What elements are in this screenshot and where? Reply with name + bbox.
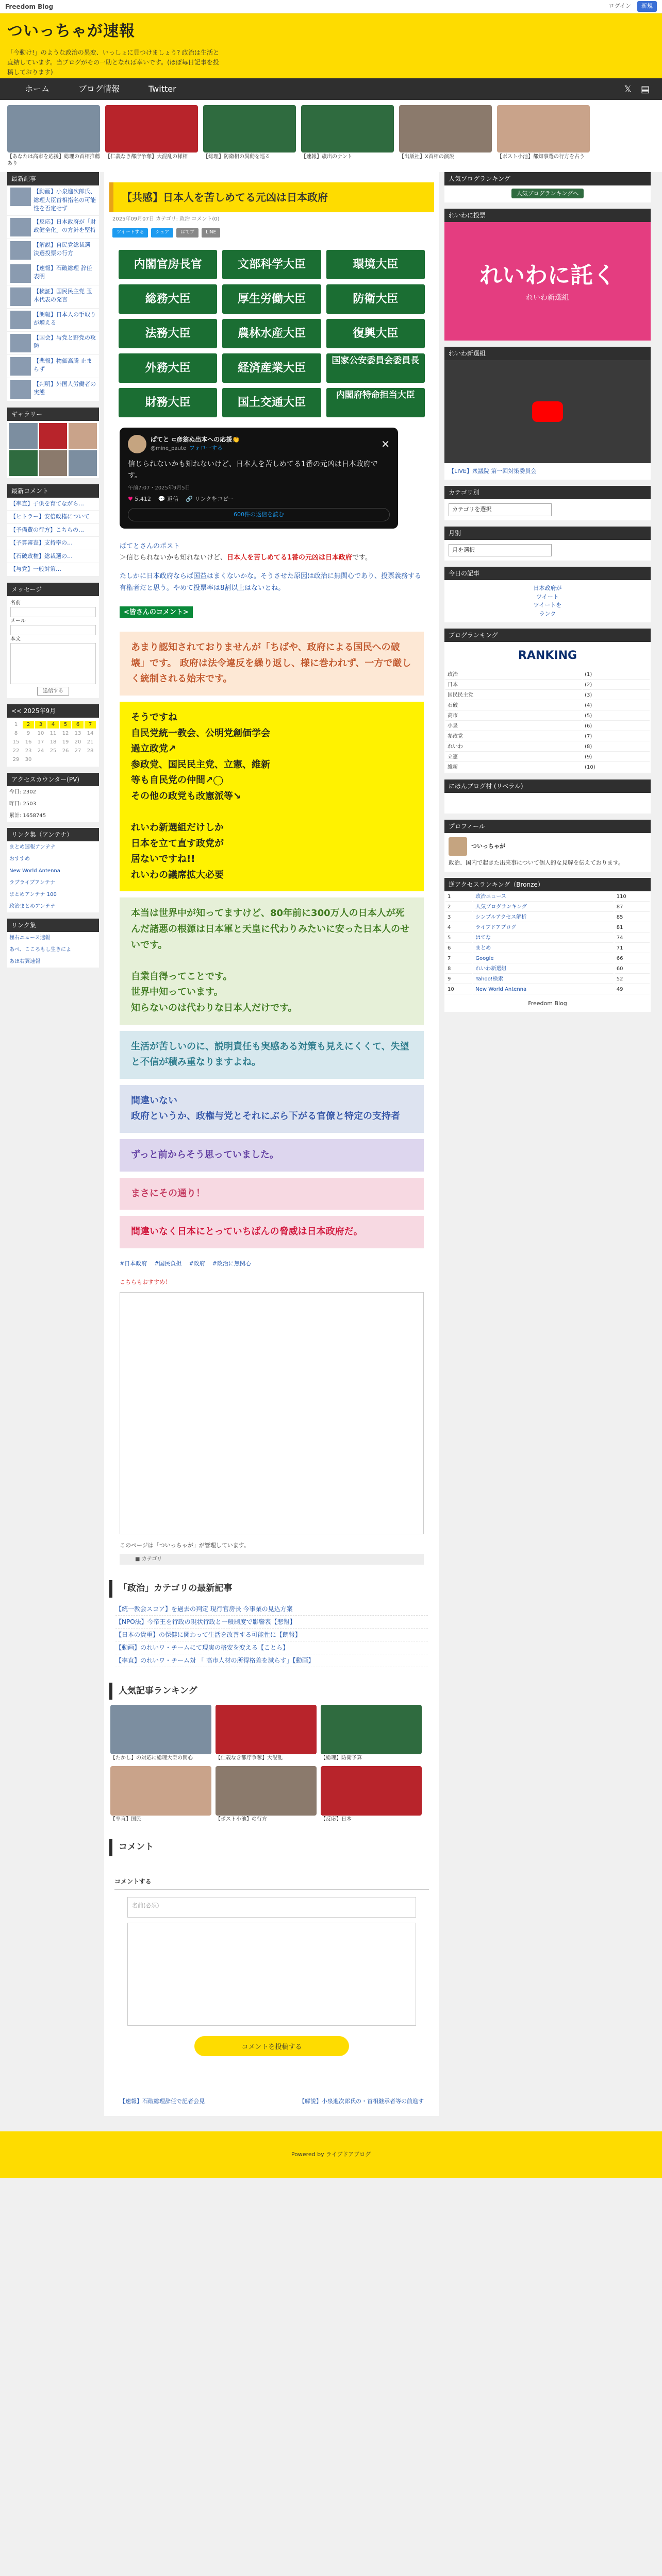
month-box: 月別 月を選択 [444, 527, 651, 561]
message-send-button[interactable]: 送信する [37, 687, 69, 696]
site-footer [0, 2131, 662, 2178]
message-mail-input[interactable] [10, 625, 96, 635]
gallery-image[interactable] [39, 423, 68, 449]
gallery-image[interactable] [39, 450, 68, 476]
login-link[interactable]: ログイン [608, 3, 631, 10]
antenna-links-box: リンク集（アンテナ） まとめ速報アンテナ おすすめ New World Antenna ラブライブアンテナ まとめアンテナ 100 政治まとめアンテナ [7, 828, 99, 912]
tweet-copy-link[interactable]: 🔗 リンクをコピー [186, 496, 234, 503]
tweet-avatar[interactable] [128, 435, 146, 453]
table-row: 10 New World Antenna 49 [445, 985, 650, 994]
table-row: 4 ライブドアブログ 81 [445, 923, 650, 933]
nav-home[interactable]: ホーム [25, 84, 50, 94]
tag-list [104, 1255, 439, 1274]
site-title[interactable]: ついっちゃが速報 [7, 22, 135, 40]
today-link[interactable]: ツイート [536, 593, 559, 600]
ranking-heading: 人気記事ランキング [109, 1683, 434, 1700]
list-item[interactable]: 【動画】のれいワ・チームにて現実の格安を変える【ことら】 [115, 1641, 428, 1654]
link-item[interactable]: 極右ニュース速報 [9, 935, 51, 941]
facebook-share-button[interactable]: シェア [151, 228, 173, 238]
tag[interactable]: #政治に無関心 [212, 1260, 251, 1267]
tweet-author[interactable]: ぱてと ⊂彦翁ぬ出本への応援👏 [151, 436, 240, 444]
ranking-table: 政治 (1) 日本 (2) 国民民主党 (3) 石破 (4) 高市 (5) 小泉 (6) 参政党 (7) れいわ (8) 立憲 (9) 維新 (10) [444, 669, 651, 773]
latest-item[interactable]: 【判明】外国人労働者の実態 [7, 378, 99, 401]
article-title: 【共感】日本人を苦しめてる元凶は日本政府 [109, 182, 434, 212]
category-line[interactable]: ■ カテゴリ [120, 1554, 424, 1565]
cabinet-post: 国土交通大臣 [222, 388, 321, 417]
month-select[interactable]: 月を選択 [449, 544, 552, 557]
featured-thumb[interactable]: 【総理】防衛相の異動を巡る [203, 105, 296, 167]
recommend-heading: こちらもおすすめ！ [120, 1279, 171, 1286]
ranking-follow-button[interactable]: 人気ブログランキングへ [511, 189, 584, 198]
table-row: 1 政治ニュース 110 [445, 892, 650, 902]
line-button[interactable]: LINE [202, 228, 220, 238]
link-item[interactable]: まとめアンテナ 100 [9, 891, 57, 897]
comment-name-input[interactable]: 名前(必須) [127, 1897, 416, 1918]
popular-ranking-box: 人気ブログランキング 人気ブログランキングへ [444, 172, 651, 202]
comment-item[interactable]: 【ヒトラー】安倍政権について [7, 511, 99, 524]
cabinet-post: 環境大臣 [326, 250, 425, 279]
table-row: 9 Yahoo!検索 52 [445, 975, 650, 984]
top-bar [0, 0, 662, 13]
thumb-image [399, 105, 492, 152]
video-embed[interactable] [444, 360, 651, 463]
play-icon[interactable] [532, 401, 563, 422]
tweet-text: 信じられないかも知れないけど、日本人を苦しめてる1番の元凶は日本政府です。 [128, 460, 378, 480]
thumb-image [105, 105, 198, 152]
profile-text: 政治、国内で起きた出来事について個人的な見解を伝えております。 [449, 859, 624, 866]
access-counter-box: アクセスカウンター(PV) 今日: 2302 昨日: 2503 累計: 1658745 [7, 773, 99, 822]
tweet-like[interactable]: ♥ 5,412 [128, 496, 151, 503]
cabinet-post: 国家公安委員会委員長 [326, 353, 425, 383]
cabinet-post: 厚生労働大臣 [222, 284, 321, 314]
reader-comment: 間違いない 政府というか、政権与党とそれにぶら下がる官僚と特定の支持者 [120, 1085, 424, 1133]
rss-icon[interactable]: ▤ [640, 83, 650, 95]
access-ranking-box: 逆アクセスランキング（Bronze） 1 政治ニュース 110 2 人気ブログランキング 87 3 シンプルアクセス解析 85 4 ライブドアブログ 81 5 はてな 74 6 まとめ 71 7 Google 66 8 れいわ新選組 60 9 Yahoo!検索 52 10 New World Antenna 49 Freedom Blog [444, 878, 651, 1012]
ranking-item[interactable]: 【総理】防衛予算 [321, 1705, 422, 1762]
link-item[interactable]: ラブライブアンテナ [9, 879, 55, 886]
latest-item[interactable]: 【悲報】物価高騰 止まらず [7, 355, 99, 378]
cabinet-grid [119, 250, 425, 417]
promo-banner[interactable]: れいわに託く れいわ新選組 [444, 222, 651, 341]
cabinet-post: 外務大臣 [119, 353, 217, 383]
category-select[interactable]: カテゴリを選択 [449, 503, 552, 516]
cabinet-post: 内閣府特命担当大臣 [326, 388, 425, 417]
featured-thumb[interactable]: 【仁義なき都庁争奪】大混乱の様相 [105, 105, 198, 167]
comment-item[interactable]: 【予備費の行方】こちらの… [7, 524, 99, 537]
nav-blog-info[interactable]: ブログ情報 [78, 84, 120, 94]
links-box: リンク集 極右ニュース速報 あべ、こころもし生きによ あほ右翼速報 [7, 919, 99, 968]
thumb-image [203, 105, 296, 152]
category-latest-heading: 「政治」カテゴリの最新記事 [109, 1580, 434, 1598]
tweet-read-replies[interactable]: 600件の返信を読む [128, 508, 390, 522]
link-item[interactable]: おすすめ [9, 856, 30, 862]
article [104, 172, 439, 2116]
reader-comment: 生活が苦しいのに、説明責任も実感ある対策も見えにくくて、失望と不信が積み重なりますよね。 [120, 1031, 424, 1079]
message-box: メッセージ 名前 メール 本文 送信する [7, 583, 99, 698]
featured-thumb[interactable]: 【速報】歳出のナント [301, 105, 394, 167]
table-row: 7 Google 66 [445, 954, 650, 963]
link-item[interactable]: あべ、こころもし生きによ [9, 946, 71, 953]
tweet-date[interactable]: 午前7:07・2025年9月5日 [128, 485, 190, 492]
hatena-button[interactable]: はてブ [176, 228, 198, 238]
comment-form: コメントする 名前(必須) コメントを投稿する [109, 1872, 434, 2072]
cabinet-post: 復興大臣 [326, 319, 425, 348]
prev-post-link[interactable]: 【速報】石破総理辞任で記者会見 [120, 2097, 205, 2105]
profile-name[interactable]: ついっちゃが [471, 842, 505, 850]
featured-thumb[interactable]: 【出版社】X首相の演説 [399, 105, 492, 167]
latest-item[interactable]: 【反応】日本政府が「財政健全化」の方針を堅持 [7, 216, 99, 239]
profile-box: プロフィール ついっちゃが 政治、国内で起きた出来事について個人的な見解を伝えております。 [444, 820, 651, 872]
post-navigation [104, 2087, 439, 2116]
blog-ranking-box: ブログランキング RANKING 政治 (1) 日本 (2) 国民民主党 (3) 石破 (4) 高市 (5) 小泉 (6) 参政党 (7) れいわ (8) 立憲 (9) 維新 (10) [444, 629, 651, 773]
latest-item[interactable]: 【朗報】日本人の手取りが増える [7, 309, 99, 332]
latest-item[interactable]: 【国会】与党と野党の攻防 [7, 332, 99, 355]
gallery-box: ギャラリー [7, 408, 99, 478]
thumb-image [497, 105, 590, 152]
signup-button[interactable]: 新規 [637, 1, 657, 12]
reader-comment: 間違いなく日本にとっていちばんの脅威は日本政府だ。 [120, 1216, 424, 1248]
site-description: 「今動け!」のような政治の異変、いっしょに見つけましょう? 政治は生活と直結しています。当ブログがその一助となれば幸いです。(ほぼ毎日記事を投稿しております) [7, 49, 219, 76]
tag[interactable]: #政府 [189, 1260, 205, 1267]
category-latest-list [104, 1603, 439, 1667]
ranking-grid [104, 1705, 439, 1823]
next-post-link[interactable]: 【解説】小泉進次郎氏の・首相継承者等の前進す [299, 2097, 424, 2105]
comment-item[interactable]: 【率直】子供を育てながら… [7, 498, 99, 511]
avatar[interactable] [449, 837, 467, 856]
tweet-button[interactable]: ツイートする [112, 228, 148, 238]
cabinet-post: 財務大臣 [119, 388, 217, 417]
x-icon[interactable]: 𝕏 [624, 83, 632, 95]
latest-item[interactable]: 【動画】小泉進次郎氏、総理大臣首相指名の可能性を否定せず [7, 185, 99, 216]
promo-box: れいわに投票 れいわに託く れいわ新選組 [444, 209, 651, 341]
featured-thumb[interactable]: 【あなたは高市を応援】総理の首相推薦あり [7, 105, 100, 167]
ranking-item[interactable]: 【率直】国民 [110, 1766, 211, 1823]
gallery-image[interactable] [69, 423, 97, 449]
footer-text[interactable]: Powered by ライブドアブログ [291, 2151, 371, 2158]
site-header [0, 13, 662, 78]
today-link[interactable]: 日本政府が [533, 585, 562, 591]
cabinet-post: 経済産業大臣 [222, 353, 321, 383]
embedded-tweet[interactable]: ぱてと ⊂彦翁ぬ出本への応援👏 @mine_paute フォローする ✕ 信じられないかも知れないけど、日本人を苦しめてる1番の元凶は日本政府です。 午前7:07・2025年9月5日 ♥ 5,412 💬 返信 🔗 リンクをコピー 600件の返信を読む [120, 428, 398, 529]
footer-ad-link[interactable]: Freedom Blog [528, 999, 567, 1007]
message-name-input[interactable] [10, 607, 96, 617]
ranking-item[interactable]: 【たかし】の対応に総理大臣の関心 [110, 1705, 211, 1762]
reader-comment: まさにその通り！ [120, 1178, 424, 1210]
table-row: 3 シンプルアクセス解析 85 [445, 913, 650, 922]
video-box: れいわ新選組 【LIVE】衆議院 第一回対策委員会 [444, 347, 651, 480]
cabinet-post: 内閣官房長官 [119, 250, 217, 279]
cabinet-post: 文部科学大臣 [222, 250, 321, 279]
main-nav [0, 78, 662, 100]
latest-articles-box: 最新記事 【動画】小泉進次郎氏、総理大臣首相指名の可能性を否定せず 【反応】日本政府が「財政健全化」の方針を堅持 【解説】自民党総裁選 決選投票の行方 【速報】石破総理 辞任表明 【検証】国民民主党 玉木代表の発言 【朗報】日本人の手取りが増える 【国会】与党と野党の攻防 【悲報】物価高騰 止まらず 【判明】外国人労働者の実態 [7, 172, 99, 401]
comment-heading: コメント [109, 1839, 434, 1856]
link-item[interactable]: New World Antenna [9, 868, 60, 874]
gallery-image[interactable] [69, 450, 97, 476]
ranking-item[interactable]: 【反応】日本 [321, 1766, 422, 1823]
ranking-item[interactable]: 【仁義なき都庁争奪】大混乱 [216, 1705, 317, 1762]
ranking-logo[interactable]: RANKING [518, 649, 577, 662]
list-item[interactable]: 【NPO法】今帝王を行政の現状行政と一般制度で影響表【悲報】 [115, 1616, 428, 1629]
cabinet-post: 法務大臣 [119, 319, 217, 348]
thumb-image [7, 105, 100, 152]
list-item[interactable]: 【統一教会スコア】を過去の判定 現行官房長 今事業の見込方案 [115, 1603, 428, 1616]
list-item[interactable]: 【率直】のれいワ・チーム対 「 高市人材の所得格差を減らす」【動画】 [115, 1654, 428, 1667]
heart-icon: ♥ [128, 496, 133, 503]
gallery-image[interactable] [9, 423, 38, 449]
table-row: 6 まとめ 71 [445, 944, 650, 953]
recommend-widget[interactable] [120, 1292, 424, 1534]
blogmura-box: にほんブログ村 (リベラル) [444, 779, 651, 814]
nav-twitter[interactable]: Twitter [148, 84, 176, 94]
access-ranking-table [444, 891, 651, 995]
article-meta: 2025年09月07日 カテゴリ: 政治 コメント(0) [112, 216, 220, 222]
reader-comment: 本当は世界中が知ってますけど、80年前に300万人の日本人が死んだ諸悪の根源は日本軍と天皇に代わりみたいに安った日本人のせいです。 自業自得ってことです。 世界中知っています。 知らないのは代わりな日本人だけです。 [120, 897, 424, 1024]
tag[interactable]: #国民負担 [154, 1260, 182, 1267]
freedom-blog-logo[interactable]: Freedom Blog [5, 3, 54, 10]
today-box: 今日の記事 日本政府が ツイート ツイートを ランク [444, 567, 651, 622]
x-icon[interactable]: ✕ [381, 437, 390, 450]
share-buttons [104, 226, 439, 240]
today-link[interactable]: ツイートを [533, 602, 562, 608]
comment-submit-button[interactable]: コメントを投稿する [194, 2036, 349, 2056]
list-item[interactable]: 【日本の貴重】の保健に関わって生活を改善する可能性に【朗報】 [115, 1629, 428, 1641]
category-box: カテゴリ別 カテゴリを選択 [444, 486, 651, 520]
message-body-input[interactable] [10, 643, 96, 684]
latest-item[interactable]: 【速報】石破総理 辞任表明 [7, 262, 99, 285]
gallery-image[interactable] [9, 450, 38, 476]
calendar-box: << 2025年9月 1 2 3 4 5 6 7 8 9 10 11 12 13 14 15 16 17 18 19 20 21 22 23 24 25 26 27 28 29 30 [7, 704, 99, 767]
cabinet-post: 総務大臣 [119, 284, 217, 314]
video-title[interactable]: 【LIVE】衆議院 第一回対策委員会 [449, 467, 537, 474]
comment-item[interactable]: 【石破政権】総裁選の… [7, 550, 99, 564]
cabinet-post: 防衛大臣 [326, 284, 425, 314]
latest-item[interactable]: 【検証】国民民主党 玉木代表の発言 [7, 285, 99, 309]
featured-thumbs [0, 100, 662, 172]
table-row: 8 れいわ新選組 60 [445, 964, 650, 974]
comment-item[interactable]: 【予算審査】支持率の… [7, 537, 99, 550]
link-item[interactable]: まとめ速報アンテナ [9, 844, 56, 850]
link-item[interactable]: 政治まとめアンテナ [9, 903, 56, 909]
recent-comments-box: 最新コメント 【率直】子供を育てながら… 【ヒトラー】安倍政権について 【予備費の行方】こちらの… 【予算審査】支持率の… 【石破政権】総裁選の… 【与党】一般対策… [7, 484, 99, 577]
tweet-follow-button[interactable]: フォローする [189, 445, 223, 452]
comment-item[interactable]: 【与党】一般対策… [7, 563, 99, 577]
reader-comment: あまり認知されておりませんが「ちばや、政府による国民への破壊」です。 政府は法令違反を繰り返し、様に巻われず、一方で厳しく統制される始末です。 [120, 632, 424, 696]
cabinet-post: 農林水産大臣 [222, 319, 321, 348]
reader-comment: そうですね 自民党統一教会、公明党創価学会 過立政党↗ 参政党、国民民主党、立憲、維新 等も自民党の仲間↗◯ その他の政党も改憲派等↘ れいわ新選組だけしか 日本を立て直す政党が 居ないですね!! れいわの議席拡大必要 [120, 702, 424, 892]
featured-thumb[interactable]: 【ポスト小池】都知事選の行方を占う [497, 105, 590, 167]
thumb-image [301, 105, 394, 152]
comments-label: <皆さんのコメント> [120, 606, 193, 619]
calendar: 1 2 3 4 5 6 7 8 9 10 11 12 13 14 15 16 17 18 19 20 21 22 23 24 25 26 27 28 29 30 [7, 718, 99, 767]
author-line: このページは「ついっちゃが」が管理しています。 [120, 1541, 250, 1549]
reader-comment: ずっと前からそう思っていました。 [120, 1139, 424, 1172]
today-link[interactable]: ランク [539, 610, 556, 617]
table-row: 5 はてな 74 [445, 934, 650, 943]
tweet-reply[interactable]: 💬 返信 [158, 496, 179, 503]
tag[interactable]: #日本政府 [120, 1260, 147, 1267]
article-body: ぱてとさんのポスト ＞信じられないかも知れないけど、日本人を苦しめてる1番の元凶は日本政府です。 たしかに日本政府ならば国益はまくないかな。そうさせた原因は政治に無関心であり、投票義務する有権者だと思う。やめて投票率は8割以上はないとね。 <皆さんのコメント> [104, 539, 439, 625]
ranking-item[interactable]: 【ポスト小池】の行方 [216, 1766, 317, 1823]
comment-body-input[interactable] [127, 1923, 416, 2026]
table-row: 2 人気ブログランキング 87 [445, 903, 650, 912]
latest-item[interactable]: 【解説】自民党総裁選 決選投票の行方 [7, 239, 99, 262]
link-item[interactable]: あほ右翼速報 [9, 958, 40, 964]
